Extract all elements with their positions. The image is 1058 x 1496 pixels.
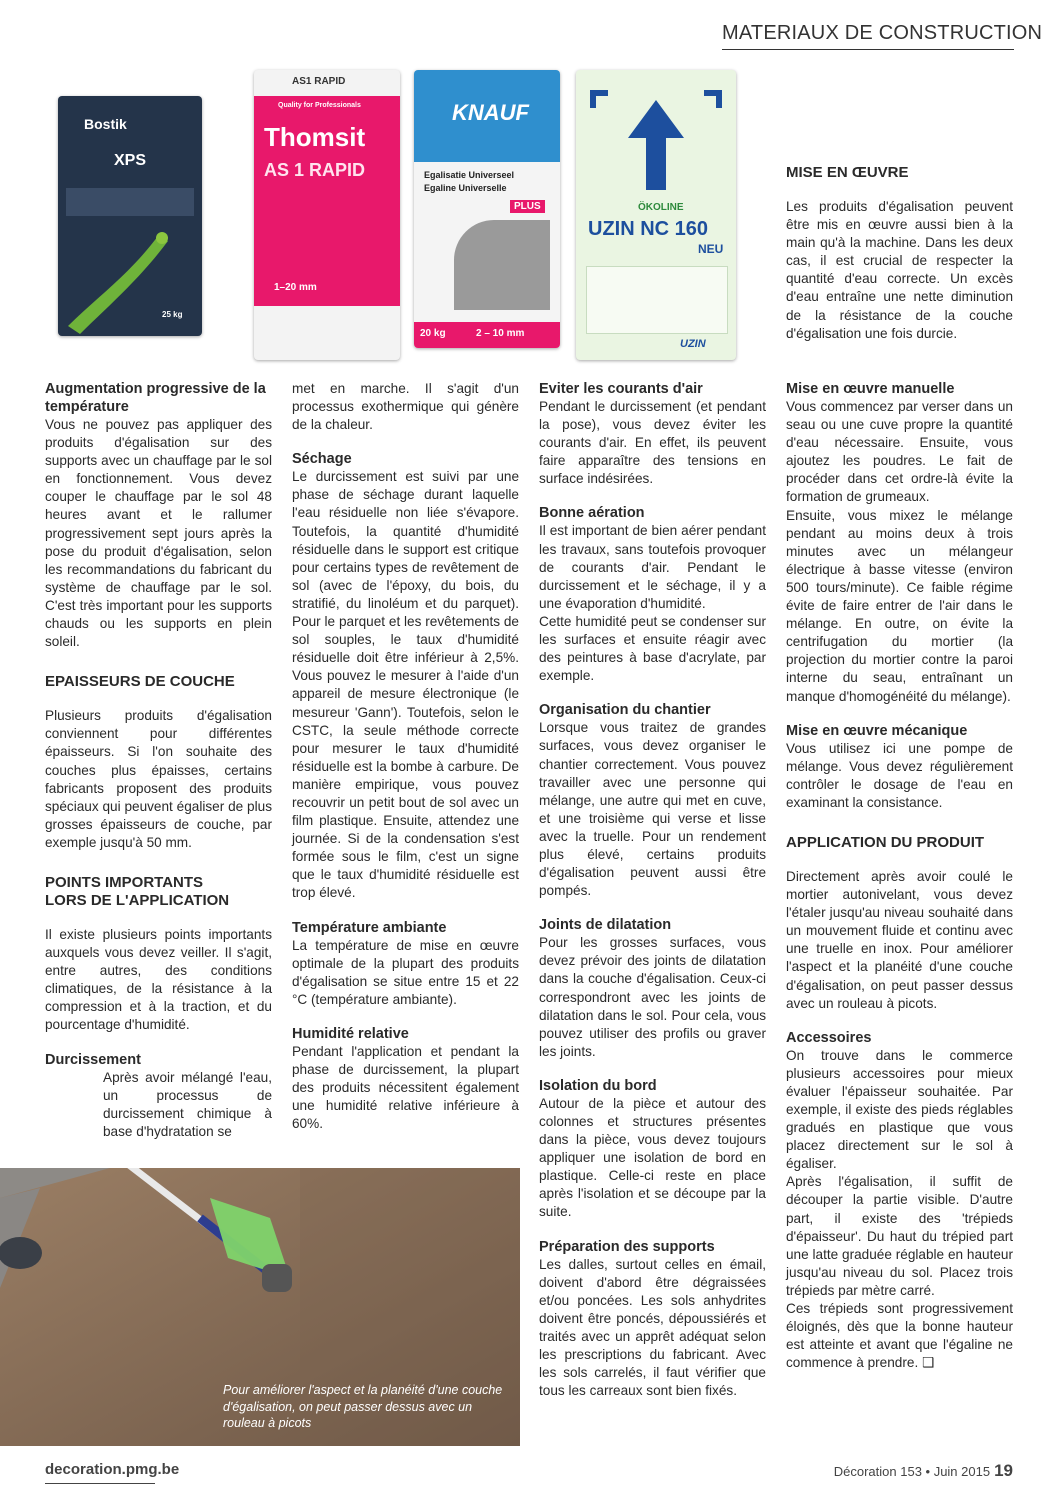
product-badge: PLUS — [510, 200, 545, 213]
paragraph: Les dalles, surtout celles en émail, doivent d'abord être dégraissées et/ou poncées. Les sols anhydrites doivent être poncés, dépoussiérés et traités avec un apprêt adéquat selon les prescriptions du fabricant. Avec les sols carrelés, il faut vérifier que tous les carreaux sont bien fixés. — [539, 1256, 766, 1399]
paragraph: Autour de la pièce et autour des colonnes et structures présentes dans la pièce, vous devez toujours appliquer une isolation de bord en plastique. Celle-ci reste en place après l'isolation et se découpe par la suite. — [539, 1095, 766, 1220]
column-4-top — [786, 164, 1013, 343]
product-weight: 25 kg — [162, 310, 183, 319]
paragraph: Pour les grosses surfaces, vous devez prévoir des joints de dilatation dans la couche d'égalisation. Ceux-ci correspondront avec les joints de dilatation dans le sol. Pour cela, vous pouvez utiliser des profils ou graver les joints. — [539, 935, 766, 1059]
paragraph: Ces trépieds sont progressivement éloignés, dès que la bonne hauteur est atteinte et avant que l'égaline ne commence à prendre. ❑ — [786, 1301, 1013, 1371]
column-1 — [45, 380, 272, 1141]
paragraph: Après l'égalisation, il suffit de découper la partie visible. D'autre part, il existe des 'trépieds d'épaisseur'. Du haut du trépied part une latte graduée réglable en hauteur jusqu'au niveau du sol. Placez trois trépieds par mètre carré. — [786, 1174, 1013, 1298]
paragraph: La température de mise en œuvre optimale de la plupart des produits d'égalisation se situe entre 15 et 22 °C (température ambiante). — [292, 937, 519, 1007]
product-subname: NEU — [698, 242, 724, 256]
product-name: Egalisatie Universeel — [424, 170, 515, 180]
heading-humidite: Humidité relative — [292, 1025, 409, 1042]
product-brand: Quality for Professionals — [278, 102, 361, 109]
paragraph: Plusieurs produits d'égalisation conviennent pour différentes épaisseurs. Si l'on souhaite des couches plus épaisses, certains fabricants proposent des produits spéciaux qui peuvent égaliser de plus grosses épaisseurs de couche, par exemple jusqu'à 50 mm. — [45, 708, 272, 850]
product-brand: Bostik — [84, 116, 127, 132]
paragraph: met en marche. Il s'agit d'un processus exothermique qui génère de la chaleur. — [292, 381, 519, 433]
heading-mise-en-oeuvre: MISE EN ŒUVRE — [786, 164, 909, 181]
issue-label: Décoration 153 • Juin 2015 — [833, 1464, 991, 1479]
heading-manuelle: Mise en œuvre manuelle — [786, 381, 955, 397]
heading-organisation: Organisation du chantier — [539, 702, 711, 719]
footer-website-link[interactable]: decoration.pmg.be — [45, 1461, 180, 1478]
section-header: MATERIAUX DE CONSTRUCTION — [722, 22, 1014, 50]
paragraph: Vous utilisez ici une pompe de mélange. Vous devez régulièrement contrôler le dosage de l'eau en examinant la consistance. — [786, 740, 1013, 810]
footer-underline — [45, 1483, 155, 1484]
heading-application: APPLICATION DU PRODUIT — [786, 833, 985, 851]
paragraph: Pendant le durcissement (et pendant la pose), vous devez éviter les courants d'air. En effet, ils peuvent faire apparaître des tensions en surface indésirées. — [539, 399, 766, 487]
product-name: XPS — [114, 152, 147, 169]
product-uzin-nc160 — [576, 70, 736, 360]
paragraph: Le durcissement est suivi par une phase de séchage durant laquelle l'eau résiduelle non liée s'évapore. Toutefois, la quantité d'humidité résiduelle dans le support est critique pour certains types de revêtement de sol (avec de l'époxy, du bois, du stratifié, du linoléum et du parquet). Pour le parquet et les revêtements de sol souples, le taux d'humidité résiduelle doit être inférieur à 2,5%. Vous pouvez le mesurer à l'aide d'un appareil de mesure électronique (le mesureur 'Gann'). Toutefois, selon le CSTC, la seule méthode correcte pour mesurer le taux d'humidité résiduelle est la bombe à carbure. De manière empirique, vous pouvez recouvrir un petit bout de sol avec un film plastique. Ensuite, attendez une journée. Si de la condensation s'est formée sous le film, c'est un signe que le taux d'humidité résiduelle est trop élevé. — [292, 469, 519, 901]
product-name: Thomsit — [264, 122, 366, 152]
paragraph: Il est important de bien aérer pendant les travaux, sans toutefois provoquer de courants d'air. Pendant le durcissement et le séchage, il y a une évaporation d'humidité. — [539, 523, 766, 611]
heading-isolation: Isolation du bord — [539, 1077, 657, 1094]
page-number: 19 — [994, 1461, 1013, 1480]
heading-aeration: Bonne aération — [539, 505, 645, 522]
product-knauf — [414, 70, 560, 348]
heading-accessoires: Accessoires — [786, 1029, 872, 1046]
paragraph: Ensuite, vous mixez le mélange pendant au moins deux à trois minutes avec un mélangeur électrique à basse vitesse (environ 500 tours/minute). Ce faible régime évite de faire entrer de l'air dans le mélange. En outre, on évite la centrifugation du mortier (la projection du mortier contre la paroi interne du seau, entraînant un manque d'homogénéité du mélange). — [786, 507, 1013, 704]
product-bostik-xps — [58, 96, 202, 336]
paragraph: Directement après avoir coulé le mortier autonivelant, vous devez l'étaler jusqu'au niveau souhaité dans un mouvement fluide et continu avec une truelle en inox. Pour améliorer l'aspect et la planéité d'une couche d'égalisation, on peut passer dessus avec un rouleau à picots. — [786, 868, 1013, 1011]
paragraph: On trouve dans le commerce plusieurs accessoires pour mieux évaluer l'épaisseur souhaitée. Par exemple, il existe des pieds réglables gradués en plastique que vous placez directement sur le sol à égaliser. — [786, 1047, 1013, 1172]
column-2 — [292, 380, 519, 1133]
arrow-up-icon — [576, 80, 736, 220]
product-thomsit-as1 — [254, 70, 400, 360]
heading-mecanique: Mise en œuvre mécanique — [786, 722, 968, 739]
column-3 — [539, 380, 766, 1400]
paragraph-durcissement: Après avoir mélangé l'eau, un processus de durcissement chimique à base d'hydratation se — [103, 1069, 272, 1139]
product-brand: KNAUF — [452, 100, 529, 125]
paragraph: Les produits d'égalisation peuvent être mis en œuvre aussi bien à la main qu'à la machine. Dans les deux cas, il est crucial de respecter la quantité d'eau correcte. Un excès d'eau entraîne une nette diminution de la résistance de la couche d'égalisation une fois durcie. — [786, 199, 1013, 341]
product-top-label: AS1 RAPID — [292, 76, 346, 87]
product-subname: AS 1 RAPID — [264, 160, 366, 180]
heading-augmentation: Augmentation progressive de la température — [45, 381, 266, 415]
heading-durcissement: Durcissement — [45, 1051, 141, 1068]
heading-temperature: Température ambiante — [292, 919, 447, 936]
heading-epaisseurs: EPAISSEURS DE COUCHE — [45, 673, 235, 691]
heading-joints: Joints de dilatation — [539, 917, 672, 934]
product-brand: ÖKOLINE — [638, 202, 684, 213]
footer-issue — [834, 1461, 1013, 1481]
product-name: UZIN NC 160 — [588, 218, 709, 240]
column-4 — [786, 380, 1013, 1372]
paragraph: Lorsque vous traitez de grandes surfaces, vous devez organiser le chantier correctement. Vous pouvez travailler avec une personne qui mélange, une autre qui met en cuve, et une troisième qui verse et lisse avec la truelle. Pour un rendement plus élevé, certains produits d'égalisation peuvent aussi être pompés. — [539, 720, 766, 899]
product-logo: UZIN — [680, 338, 706, 350]
photo-caption: Pour améliorer l'aspect et la planéité d'une couche d'égalisation, on peut passer dessus avec un rouleau à picots — [223, 1383, 503, 1430]
product-floor-image — [454, 220, 550, 310]
product-range: 1–20 mm — [274, 282, 317, 293]
paragraph: Vous ne pouvez pas appliquer des produits d'égalisation sur des supports avec un chauffage par le sol en fonctionnement. Vous devez couper le chauffage par le sol 48 heures avant et le rallumer progressivement sept jours après la pose du produit d'égalisation, selon les recommandations du fabricant du système de chauffage par le sol. C'est très important pour les supports chauds ou les supports en plein soleil. — [45, 417, 272, 650]
paragraph: Cette humidité peut se condenser sur les surfaces et ensuite réagir avec des peintures à base d'acrylate, par exemple. — [539, 613, 766, 684]
heading-courants-air: Eviter les courants d'air — [539, 381, 703, 397]
paragraph: Pendant l'application et pendant la phase de durcissement, la plupart des produits nécessitent également une humidité relative inférieure à 60%. — [292, 1043, 519, 1132]
heading-preparation: Préparation des supports — [539, 1238, 715, 1255]
product-range: 2 – 10 mm — [476, 328, 525, 339]
heading-sechage: Séchage — [292, 451, 352, 468]
paragraph: Vous commencez par verser dans un seau ou une cuve propre la quantité d'eau nécessaire. Ensuite, vous ajoutez les poudres. Le fait de procéder dans cet ordre-là évite la formation de grumeaux. — [786, 399, 1013, 505]
product-stripe — [66, 188, 194, 216]
product-subname: Egaline Universelle — [424, 183, 507, 193]
product-info-panel — [586, 266, 728, 334]
heading-points-importants: POINTS IMPORTANTS LORS DE L'APPLICATION — [45, 873, 230, 909]
product-weight: 20 kg — [420, 328, 446, 339]
paragraph: Il existe plusieurs points importants auxquels vous devez veiller. Il s'agit, entre autres, des conditions climatiques, de la résistance à la compression et à la traction, et du pourcentage d'humidité. — [45, 926, 272, 1033]
